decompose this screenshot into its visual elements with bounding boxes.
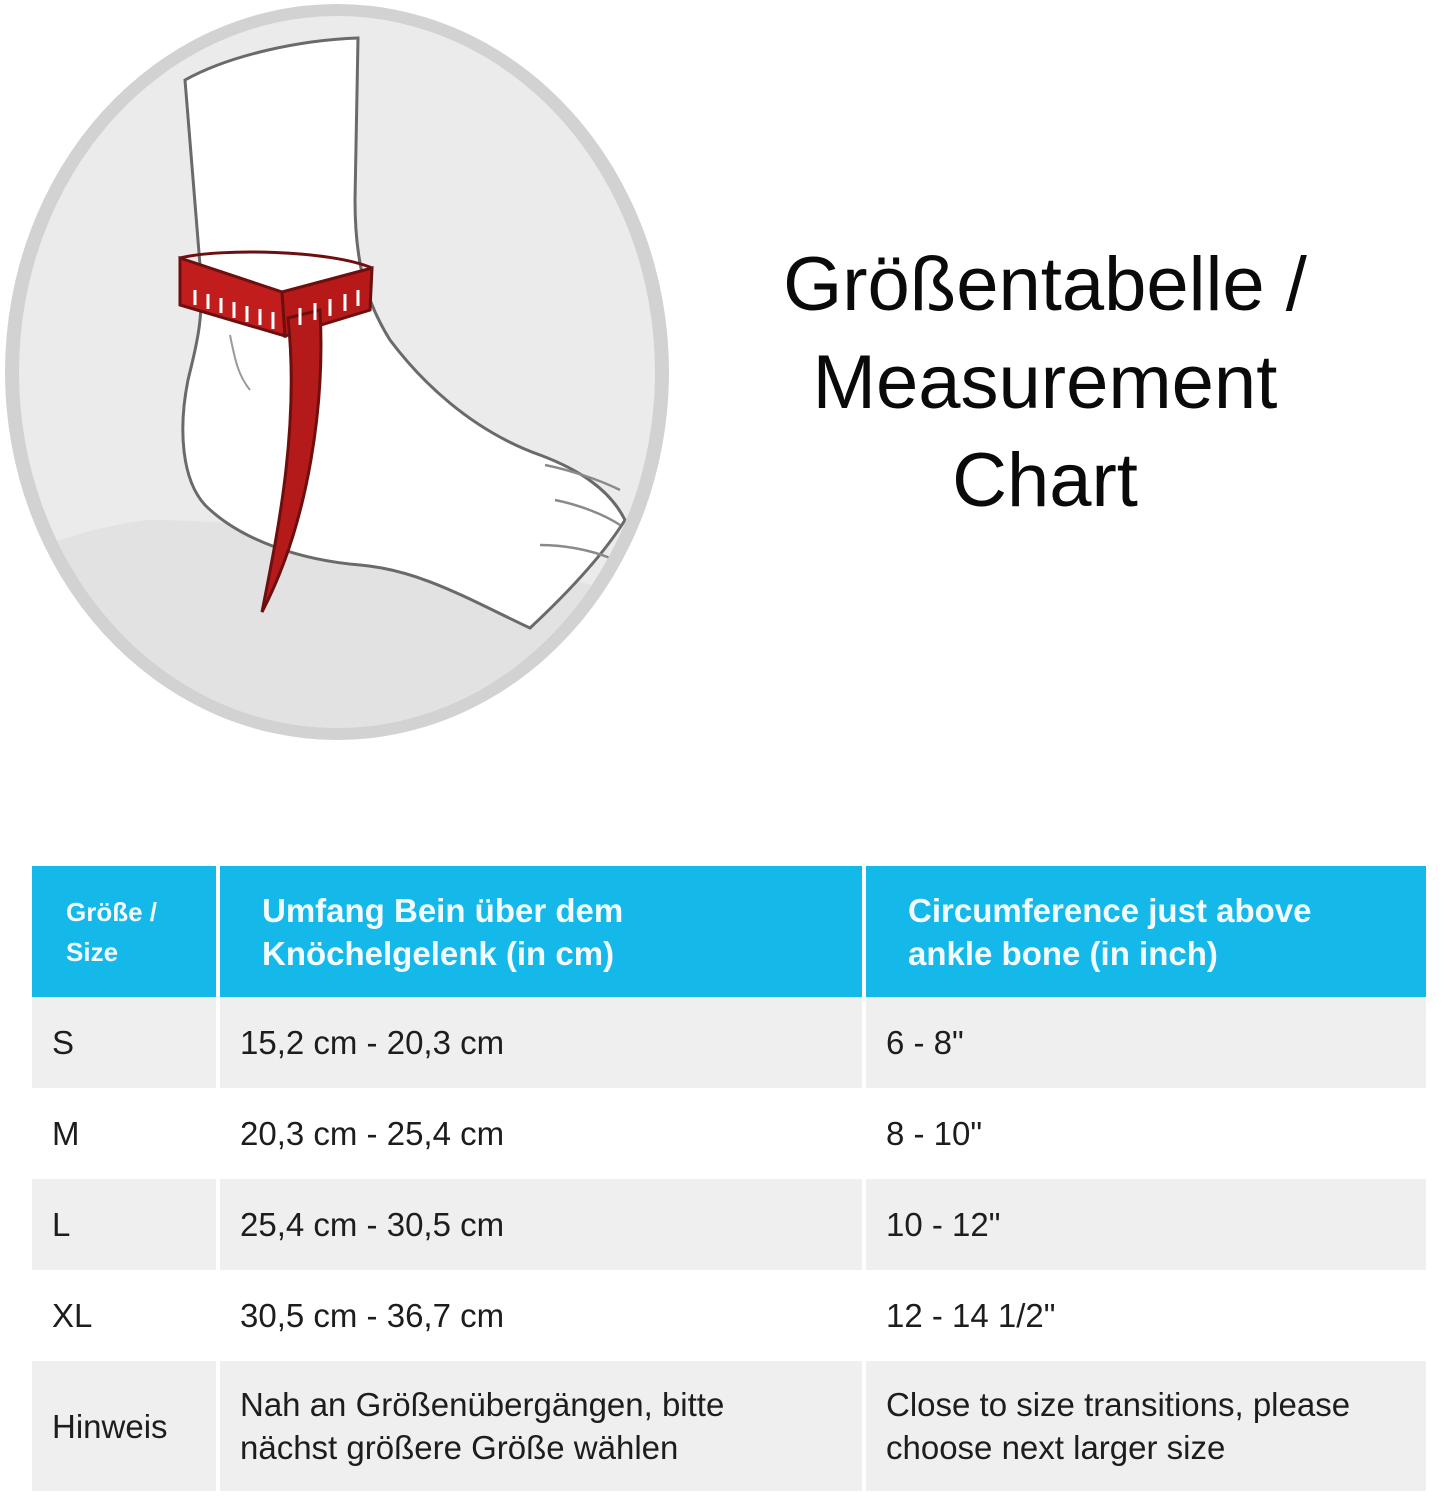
title-line-german: Größentabelle /	[783, 242, 1307, 327]
size-cell: S	[32, 997, 220, 1088]
inch-cell: 8 - 10"	[866, 1088, 1426, 1179]
cm-cell: 20,3 cm - 25,4 cm	[220, 1088, 866, 1179]
header-size	[32, 866, 220, 997]
cm-cell: 30,5 cm - 36,7 cm	[220, 1270, 866, 1361]
size-cell: XL	[32, 1270, 220, 1361]
size-cell: M	[32, 1088, 220, 1179]
inch-cell: 12 - 14 1/2"	[866, 1270, 1426, 1361]
title-line-chart: Chart	[952, 438, 1138, 523]
header-size-line1: Größe /	[66, 896, 158, 927]
cm-cell: 25,4 cm - 30,5 cm	[220, 1179, 866, 1270]
title-line-measurement: Measurement	[812, 340, 1278, 425]
note-cm-line2: nächst größere Größe wählen	[240, 1429, 679, 1466]
note-row	[32, 1361, 1426, 1491]
header-inch-line1: Circumference just above	[908, 891, 1312, 929]
table-row	[32, 1088, 1426, 1179]
note-cm-line1: Nah an Größenübergängen, bitte	[240, 1386, 725, 1423]
note-inch-line2: choose next larger size	[886, 1429, 1226, 1466]
header-size-line2: Size	[66, 936, 119, 967]
note-inch	[866, 1361, 1426, 1491]
note-inch-line1: Close to size transitions, please	[886, 1386, 1351, 1423]
header-inch	[866, 866, 1426, 997]
header-cm	[220, 866, 866, 997]
header-inch-line2: ankle bone (in inch)	[908, 934, 1218, 972]
table-row	[32, 1179, 1426, 1270]
inch-cell: 10 - 12"	[866, 1179, 1426, 1270]
cm-cell: 15,2 cm - 20,3 cm	[220, 997, 866, 1088]
table-row	[32, 1270, 1426, 1361]
header-cm-line2: Knöchelgelenk (in cm)	[262, 934, 615, 972]
table-row	[32, 997, 1426, 1088]
table-header-row	[32, 866, 1426, 997]
size-table	[32, 866, 1426, 1491]
inch-cell: 6 - 8"	[866, 997, 1426, 1088]
ankle-measuring-tape-icon	[0, 0, 680, 750]
header-cm-line1: Umfang Bein über dem	[262, 891, 624, 929]
ankle-measurement-illustration	[0, 0, 680, 750]
note-cm	[220, 1361, 866, 1491]
size-cell: L	[32, 1179, 220, 1270]
page-title	[700, 236, 1390, 530]
note-label: Hinweis	[32, 1361, 220, 1491]
